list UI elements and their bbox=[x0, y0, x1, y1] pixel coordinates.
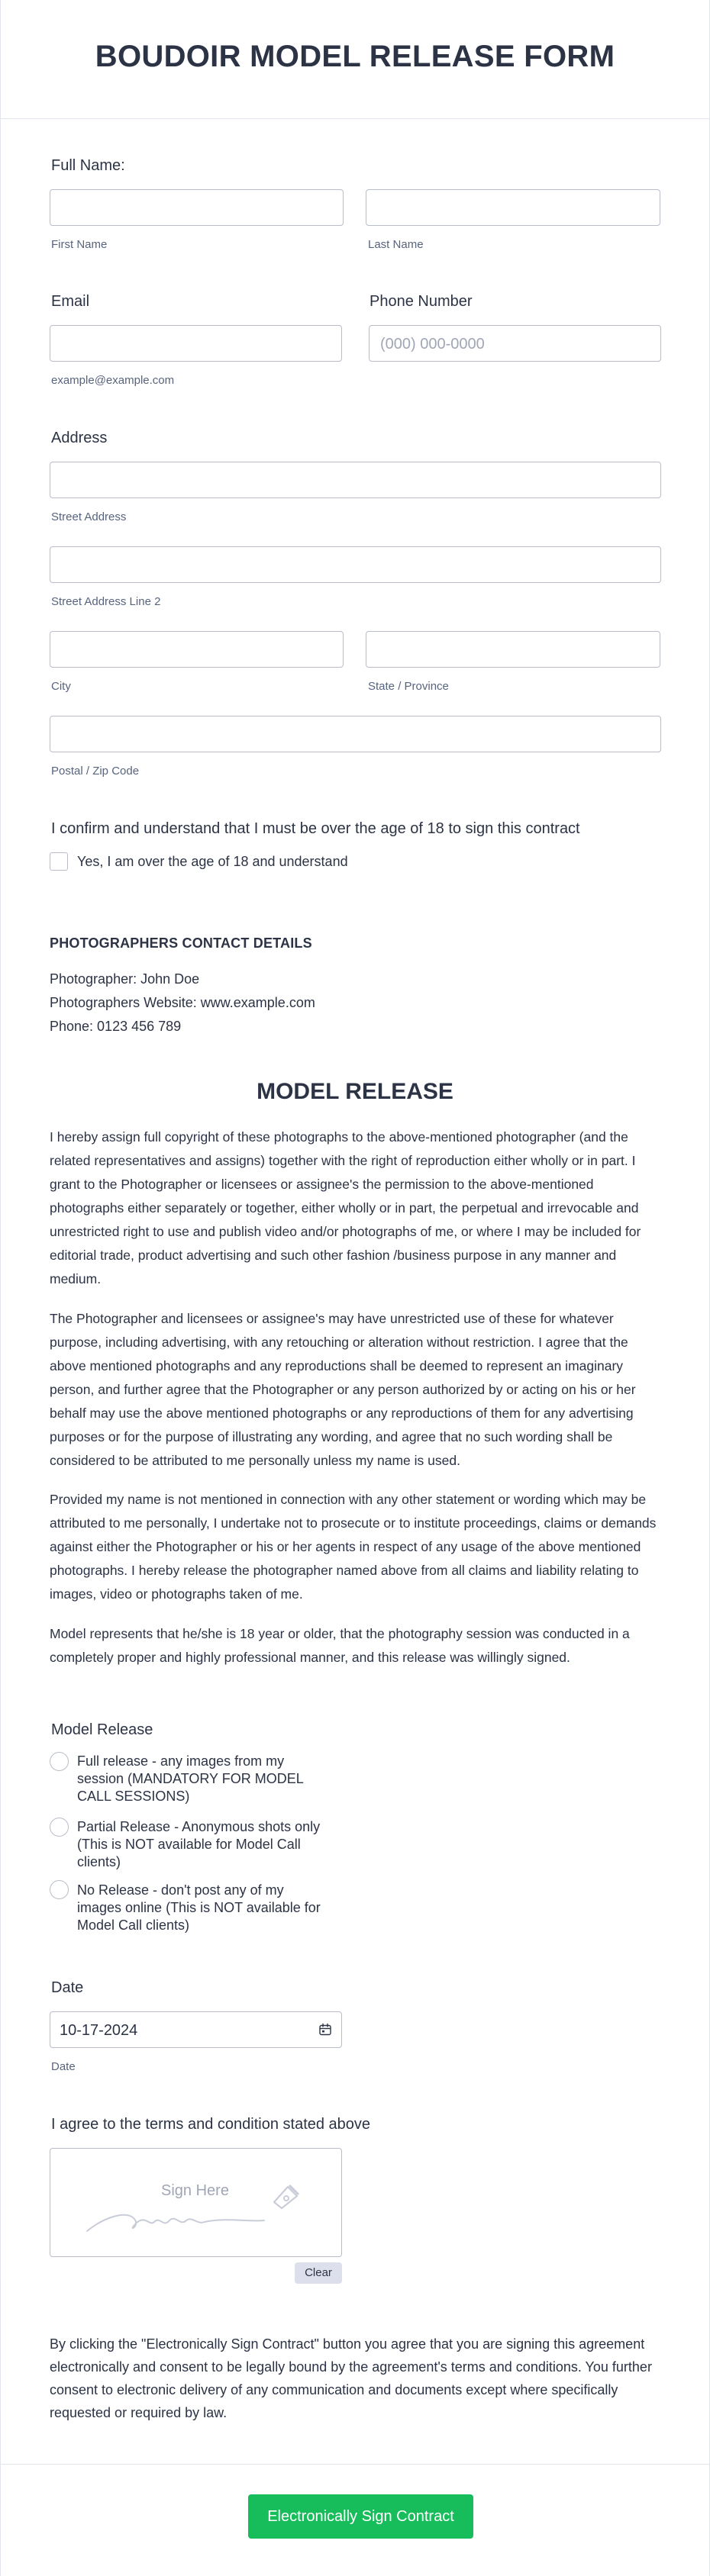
state-input[interactable] bbox=[366, 631, 660, 668]
signature-label: I agree to the terms and condition stated above bbox=[51, 2116, 371, 2133]
date-sublabel: Date bbox=[51, 2060, 76, 2073]
release-paragraph-1: I hereby assign full copyright of these photographs to the above-mentioned photographer (and the related representatives and assigns) together with the right of reproduction either wholly or in part. I grant to the Photographer or licensees or assignee's the permission to the above-mentioned photographs either separately or together, either wholly or in part, the perpetual and irrevocable and unrestricted right to use and publish video and/or photographs of me, or where I may be included for editorial trade, product advertising and such other fashion /business purpose in any manner and medium. bbox=[50, 1129, 641, 1286]
full-name-label: Full Name: bbox=[51, 157, 125, 174]
release-option-none-radio[interactable] bbox=[50, 1880, 69, 1899]
model-release-title: MODEL RELEASE bbox=[257, 1079, 453, 1104]
photographer-name: Photographer: John Doe bbox=[50, 971, 200, 987]
last-name-input[interactable] bbox=[366, 189, 660, 226]
pen-nib-icon bbox=[268, 2179, 303, 2211]
email-label: Email bbox=[51, 293, 90, 310]
address-label: Address bbox=[51, 430, 108, 446]
date-input[interactable] bbox=[50, 2011, 342, 2048]
footer-divider bbox=[1, 2464, 709, 2465]
date-value: 10-17-2024 bbox=[60, 2022, 138, 2039]
form-title: BOUDOIR MODEL RELEASE FORM bbox=[95, 40, 615, 73]
release-option-partial-radio[interactable] bbox=[50, 1818, 69, 1837]
city-sublabel: City bbox=[51, 680, 71, 693]
age-confirm-checkbox-label[interactable]: Yes, I am over the age of 18 and understand bbox=[77, 854, 348, 869]
consent-text: By clicking the "Electronically Sign Contract" button you agree that you are signing this agreement electronically and consent to be legally bound by the agreement's terms and conditions. You further consent to electronic delivery of any communication and documents except where specifically requested or required by law. bbox=[50, 2336, 652, 2420]
postal-code-input[interactable] bbox=[50, 716, 661, 752]
signature-placeholder: Sign Here bbox=[161, 2182, 229, 2199]
release-option-partial-label[interactable]: Partial Release - Anonymous shots only (This is NOT available for Model Call clients) bbox=[77, 1819, 321, 1869]
street-address-input[interactable] bbox=[50, 462, 661, 498]
release-paragraph-2: The Photographer and licensees or assignee's may have unrestricted use of these for whatever purpose, including advertising, with any retouching or alteration without restriction. I agree that the above mentioned photographs and any reproductions shall be deemed to represent an imaginary person, and further agree that the Photographer or any person authorized by or acting on his or her behalf may use the above mentioned photographs or any reproductions of them for any advertising purposes or for the purpose of illustrating any wording, and agree that no such wording shall be considered to be attributed to me personally unless my name is used. bbox=[50, 1311, 636, 1468]
release-option-none-label[interactable]: No Release - don't post any of my images online (This is NOT available for Model Call clients) bbox=[77, 1882, 321, 1933]
signature-clear-button[interactable]: Clear bbox=[295, 2262, 342, 2284]
phone-placeholder: (000) 000-0000 bbox=[380, 336, 485, 353]
release-option-full-radio[interactable] bbox=[50, 1752, 69, 1771]
email-sublabel: example@example.com bbox=[51, 374, 175, 387]
first-name-sublabel: First Name bbox=[51, 238, 108, 251]
release-paragraph-4: Model represents that he/she is 18 year or older, that the photography session was conducted in a completely proper and highly professional manner, and this release was willingly signed. bbox=[50, 1626, 630, 1665]
release-paragraph-3: Provided my name is not mentioned in connection with any other statement or wording which may be attributed to me personally, I undertake not to prosecute or to institute proceedings, claims or demands against either the Photographer or his or her agents in respect of any usage of the above mentioned photographs. I hereby release the photographer named above from all claims and liability relating to images, video or photographs taken of me. bbox=[50, 1492, 657, 1602]
sign-contract-button[interactable]: Electronically Sign Contract bbox=[248, 2494, 473, 2539]
release-choice-label: Model Release bbox=[51, 1721, 153, 1738]
phone-label: Phone Number bbox=[370, 293, 473, 310]
release-option-full-label[interactable]: Full release - any images from my session (MANDATORY FOR MODEL CALL SESSIONS) bbox=[77, 1753, 304, 1804]
postal-code-sublabel: Postal / Zip Code bbox=[51, 765, 140, 778]
form-header bbox=[1, 0, 709, 119]
street-address-line2-sublabel: Street Address Line 2 bbox=[51, 595, 161, 608]
age-confirm-label: I confirm and understand that I must be over the age of 18 to sign this contract bbox=[51, 820, 580, 837]
age-confirm-checkbox[interactable] bbox=[50, 852, 68, 871]
photographer-phone: Phone: 0123 456 789 bbox=[50, 1019, 182, 1034]
first-name-input[interactable] bbox=[50, 189, 344, 226]
last-name-sublabel: Last Name bbox=[368, 238, 424, 251]
phone-field[interactable] bbox=[369, 325, 661, 362]
signature-pad[interactable] bbox=[50, 2148, 342, 2257]
photographer-website: Photographers Website: www.example.com bbox=[50, 995, 315, 1010]
email-field[interactable] bbox=[50, 325, 342, 362]
calendar-icon[interactable] bbox=[318, 2023, 332, 2040]
city-input[interactable] bbox=[50, 631, 344, 668]
state-sublabel: State / Province bbox=[368, 680, 449, 693]
street-address-sublabel: Street Address bbox=[51, 510, 127, 523]
date-label: Date bbox=[51, 1979, 84, 1996]
street-address-line2-input[interactable] bbox=[50, 546, 661, 583]
photographer-heading: PHOTOGRAPHERS CONTACT DETAILS bbox=[50, 935, 312, 951]
